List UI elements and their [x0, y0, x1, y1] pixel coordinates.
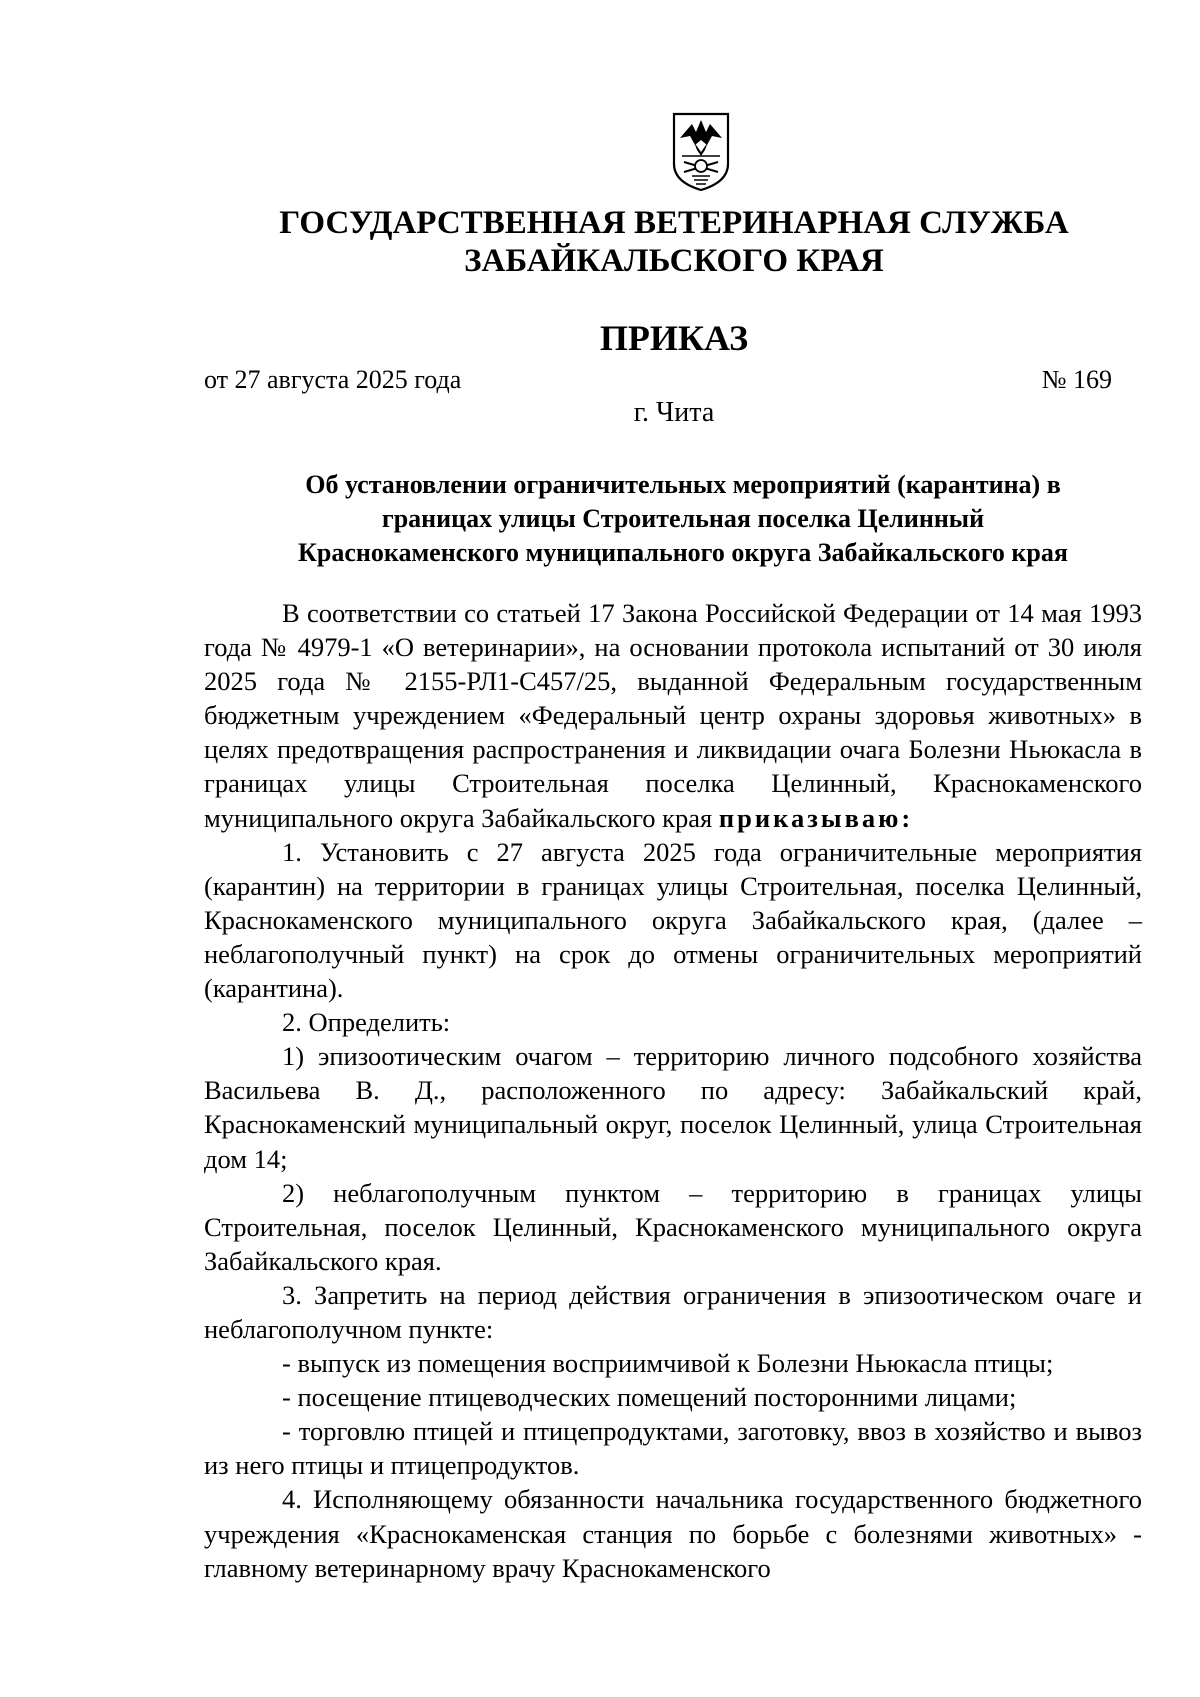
item-4-paragraph: 4. Исполняющему обязанности начальника государственного бюджетного учреждения «Краснокаменская станция по борьбе с болезнями животных» - главному ветеринарному врачу Краснокаменского: [204, 1484, 1142, 1583]
subject-line3: Краснокаменского муниципального округа Забайкальского края: [298, 538, 1068, 567]
organization-title: [0, 204, 1200, 280]
organization-title-line1: ГОСУДАРСТВЕННАЯ ВЕТЕРИНАРНАЯ СЛУЖБА: [279, 205, 1069, 241]
document-type-title: ПРИКАЗ: [599, 318, 749, 358]
subject-line2: границах улицы Строительная поселка Целинный: [381, 504, 985, 533]
order-number: № 169: [1041, 365, 1112, 394]
preamble-paragraph: [204, 596, 1142, 835]
item-3-c-paragraph: - торговлю птицей и птицепродуктами, заготовку, ввоз в хозяйство и вывоз из него птицы и птицепродуктов.: [204, 1416, 1142, 1481]
organization-title-line2: ЗАБАЙКАЛЬСКОГО КРАЯ: [464, 243, 884, 279]
item-3-b-paragraph: - посещение птицеводческих помещений посторонними лицами;: [282, 1382, 1017, 1413]
item-2-1-paragraph: 1) эпизоотическим очагом – территорию личного подсобного хозяйства Васильева В. Д., расположенного по адресу: Забайкальский край, Краснокаменский муниципальный округ, поселок Целинный, улица Строительная дом 14;: [204, 1041, 1142, 1174]
city-line: г. Чита: [633, 397, 715, 428]
subject-line1: Об установлении ограничительных мероприятий (карантина) в: [305, 470, 1061, 499]
preamble-text: В соответствии со статьей 17 Закона Российской Федерации от 14 мая 1993 года № 4979-1 «О ветеринарии», на основании протокола испытаний от 30 июля 2025 года № 2155-РЛ1-С457/25, выданной Федеральным государственным бюджетным учреждением «Федеральный центр охраны здоровья животных» в целях предотвращения распространения и ликвидации очага Болезни Ньюкасла в границах улицы Строительная поселка Целинный, Краснокаменского муниципального округа Забайкальского края: [204, 598, 1142, 833]
coat-of-arms-eagle-icon: [672, 112, 730, 192]
item-1-paragraph: 1. Установить с 27 августа 2025 года ограничительные мероприятия (карантин) на территории в границах улицы Строительная, поселка Целинный, Краснокаменского муниципального округа Забайкальского края, (далее – неблагополучный пункт) на срок до отмены ограничительных мероприятий (карантина).: [204, 836, 1142, 1004]
item-2-paragraph: 2. Определить:: [282, 1007, 451, 1038]
item-3-paragraph: 3. Запретить на период действия ограничения в эпизоотическом очаге и неблагополучном пункте:: [204, 1279, 1142, 1344]
order-word: приказываю:: [718, 802, 914, 833]
order-body: [204, 596, 1142, 1585]
item-2-2-paragraph: 2) неблагополучным пунктом – территорию в границах улицы Строительная, поселок Целинный, Краснокаменского муниципального округа Забайкальского края.: [204, 1177, 1142, 1276]
item-3-a-paragraph: - выпуск из помещения восприимчивой к Болезни Ньюкасла птицы;: [282, 1348, 1054, 1379]
order-subject: [254, 468, 1112, 570]
order-date: от 27 августа 2025 года: [204, 365, 462, 394]
date-number-line: [204, 364, 1112, 396]
